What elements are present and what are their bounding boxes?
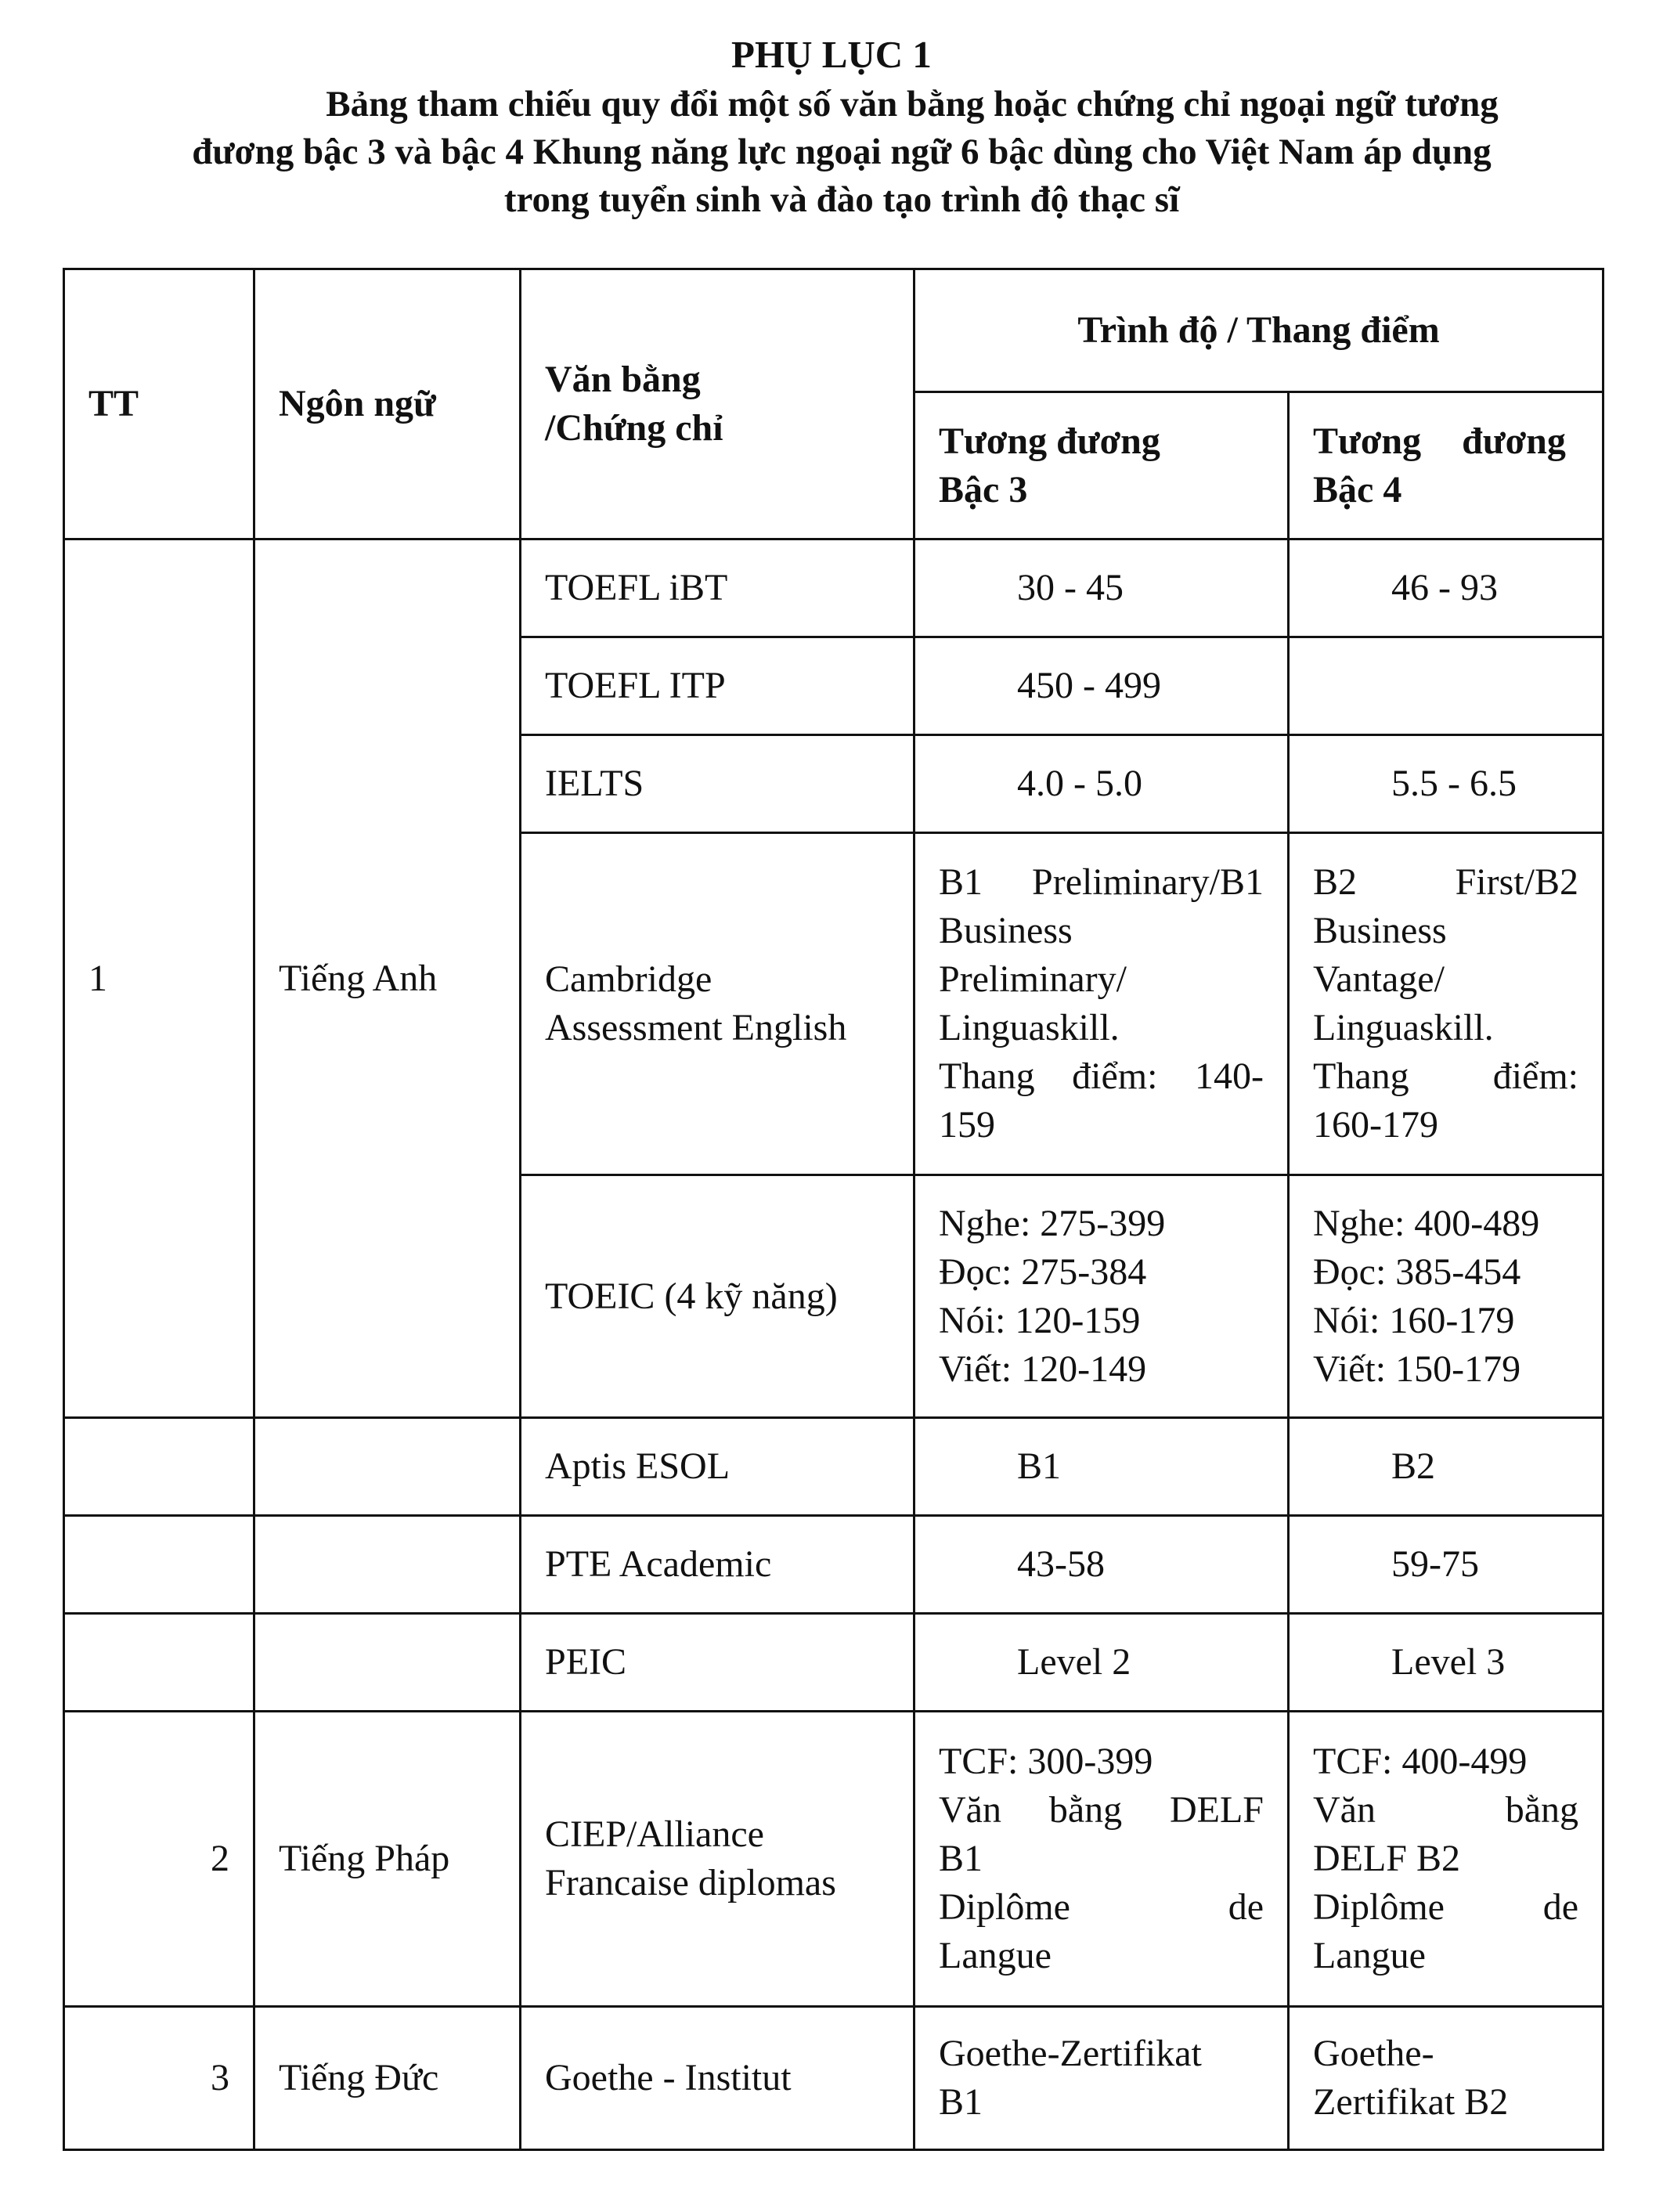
cell-language	[254, 1516, 521, 1614]
header-level4	[1289, 392, 1603, 539]
table-row	[64, 1516, 1603, 1614]
appendix-title: PHỤ LỤC 1	[731, 33, 932, 76]
table-row	[64, 539, 1603, 637]
cell-tt	[64, 1614, 254, 1712]
header-certificate-line: Văn bằng	[545, 359, 701, 400]
cell-level4	[1289, 833, 1603, 1175]
cell-level4	[1289, 637, 1603, 735]
cell-level3: 43-58	[914, 1516, 1289, 1614]
cell-level3	[914, 2007, 1289, 2150]
cell-level4	[1289, 2007, 1603, 2150]
cell-certificate: PTE Academic	[521, 1516, 914, 1614]
cell-line: Assessment English	[545, 1007, 847, 1048]
cell-tt: 1	[64, 539, 254, 1418]
header-level3-line: Tương đương	[939, 420, 1160, 462]
cell-level3: Level 2	[914, 1614, 1289, 1712]
header-level3	[914, 392, 1289, 539]
cell-line: Nghe: 400-489	[1313, 1202, 1540, 1244]
cell-language: Tiếng Pháp	[254, 1712, 521, 2007]
header-level-group: Trình độ / Thang điểm	[914, 269, 1603, 392]
cell-line: Vantage/	[1313, 958, 1445, 1000]
cell-line: Nghe: 275-399	[939, 1202, 1166, 1244]
cell-certificate	[521, 833, 914, 1175]
cell-level3: 30 - 45	[914, 539, 1289, 637]
cell-line: B1	[939, 2081, 983, 2123]
cell-line: DELF B2	[1313, 1838, 1461, 1879]
cell-line: Viết: 120-149	[939, 1348, 1147, 1390]
cell-tt	[64, 1516, 254, 1614]
cell-tt: 3	[64, 2007, 254, 2150]
cell-line: Đọc: 385-454	[1313, 1250, 1521, 1293]
cell-line: Business	[1313, 910, 1447, 951]
cell-certificate: PEIC	[521, 1614, 914, 1712]
cell-line: B2 First/B2	[1313, 861, 1578, 903]
cell-certificate: IELTS	[521, 735, 914, 833]
cell-certificate: TOEFL iBT	[521, 539, 914, 637]
cell-tt: 2	[64, 1712, 254, 2007]
cell-line: Văn bằng DELF	[939, 1789, 1264, 1831]
cell-line: Zertifikat B2	[1313, 2081, 1509, 2123]
cell-language: Tiếng Anh	[254, 539, 521, 1418]
cell-certificate: Aptis ESOL	[521, 1418, 914, 1516]
cell-line: Diplôme de	[939, 1886, 1264, 1928]
cell-level3	[914, 1175, 1289, 1418]
cell-language: Tiếng Đức	[254, 2007, 521, 2150]
cell-line: Văn bằng	[1313, 1789, 1578, 1831]
header-certificate-line: /Chứng chỉ	[545, 407, 723, 449]
cell-line: B1 Preliminary/B1	[939, 861, 1264, 903]
cell-level4: Level 3	[1289, 1614, 1603, 1712]
cell-line: Preliminary/	[939, 958, 1127, 1000]
caption-line: Bảng tham chiếu quy đổi một số văn bằng hoặc chứng chỉ ngoại ngữ tương	[326, 84, 1499, 124]
cell-certificate: Goethe - Institut	[521, 2007, 914, 2150]
caption-line: trong tuyển sinh và đào tạo trình độ thạc sĩ	[503, 179, 1180, 220]
cell-level4: 5.5 - 6.5	[1289, 735, 1603, 833]
caption-line: đương bậc 3 và bậc 4 Khung năng lực ngoại ngữ 6 bậc dùng cho Việt Nam áp dụng	[192, 132, 1492, 172]
cell-line: Linguaskill.	[1313, 1007, 1494, 1048]
cell-line: Viết: 150-179	[1313, 1348, 1521, 1390]
cell-line: Langue	[939, 1935, 1052, 1976]
cell-certificate	[521, 1712, 914, 2007]
table-caption	[86, 81, 1597, 224]
cell-line: 159	[939, 1104, 995, 1146]
cell-line: Linguaskill.	[939, 1007, 1120, 1048]
language-equivalence-table	[63, 268, 1604, 2151]
cell-level4: B2	[1289, 1418, 1603, 1516]
cell-line: Thang điểm: 140-	[939, 1055, 1264, 1097]
cell-level4: 46 - 93	[1289, 539, 1603, 637]
cell-level4	[1289, 1712, 1603, 2007]
cell-language	[254, 1614, 521, 1712]
cell-line: B1	[939, 1838, 983, 1879]
header-language: Ngôn ngữ	[254, 269, 521, 539]
cell-line: Goethe-Zertifikat	[939, 2033, 1202, 2074]
cell-line: 160-179	[1313, 1104, 1438, 1146]
cell-line: Business	[939, 910, 1073, 951]
header-tt: TT	[64, 269, 254, 539]
cell-line: Cambridge	[545, 958, 712, 1000]
cell-line: TCF: 300-399	[939, 1741, 1153, 1782]
cell-level4	[1289, 1175, 1603, 1418]
table-row	[64, 1614, 1603, 1712]
cell-level3: 4.0 - 5.0	[914, 735, 1289, 833]
cell-line: Nói: 160-179	[1313, 1299, 1515, 1341]
cell-certificate: TOEFL ITP	[521, 637, 914, 735]
cell-level3	[914, 1712, 1289, 2007]
cell-line: TCF: 400-499	[1313, 1741, 1528, 1782]
cell-level3: B1	[914, 1418, 1289, 1516]
cell-line: Langue	[1313, 1935, 1426, 1976]
cell-tt	[64, 1418, 254, 1516]
cell-line: CIEP/Alliance	[545, 1813, 764, 1855]
cell-line: Nói: 120-159	[939, 1299, 1141, 1341]
cell-line: Đọc: 275-384	[939, 1250, 1147, 1293]
header-row	[64, 269, 1603, 392]
cell-line: Francaise diplomas	[545, 1862, 836, 1903]
header-level4-line: Bậc 4	[1313, 468, 1402, 511]
cell-level3: 450 - 499	[914, 637, 1289, 735]
cell-language	[254, 1418, 521, 1516]
cell-line: Goethe-	[1313, 2033, 1434, 2074]
cell-level4: 59-75	[1289, 1516, 1603, 1614]
table-row	[64, 2007, 1603, 2150]
header-certificate	[521, 269, 914, 539]
cell-line: Diplôme de	[1313, 1886, 1578, 1928]
cell-level3	[914, 833, 1289, 1175]
cell-line: Thang điểm:	[1313, 1055, 1578, 1097]
table-row	[64, 1712, 1603, 2007]
header-level4-line: Tương đương	[1313, 420, 1566, 462]
table-row	[64, 1418, 1603, 1516]
cell-certificate: TOEIC (4 kỹ năng)	[521, 1175, 914, 1418]
header-level3-line: Bậc 3	[939, 468, 1028, 511]
